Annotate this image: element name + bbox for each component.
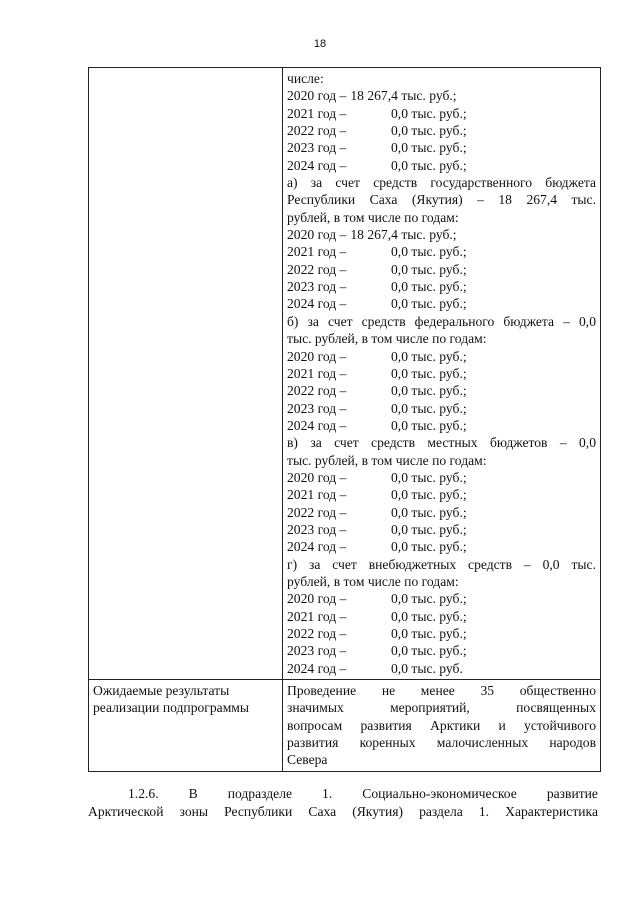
table-row-results <box>89 680 601 772</box>
year-label: 2022 год – <box>287 261 347 277</box>
year-amount-line <box>287 87 596 104</box>
section-b-line: тыс. рублей, в том числе по годам: <box>287 331 487 347</box>
year-label: 2021 год – <box>287 365 347 381</box>
section-g-years <box>287 590 596 677</box>
year-label: 2020 год – <box>287 227 347 243</box>
amount-value: 0,0 тыс. руб.; <box>391 244 467 260</box>
footer-word: 1. <box>478 804 490 819</box>
amount-value: 0,0 тыс. руб.; <box>391 383 467 399</box>
year-amount-line <box>287 139 596 156</box>
amount-value: 0,0 тыс. руб.; <box>391 643 467 659</box>
year-amount-line <box>287 243 596 260</box>
year-amount-line <box>287 538 596 555</box>
financing-label <box>89 68 282 72</box>
footer-word: 1.2.6. <box>128 786 159 801</box>
section-g <box>287 556 596 677</box>
year-label: 2022 год – <box>287 626 347 641</box>
results-line: развития коренных малочисленных народов <box>287 735 596 751</box>
year-label: 2024 год – <box>287 296 347 312</box>
footer-paragraph <box>88 785 598 821</box>
year-label: 2021 год – <box>287 487 347 503</box>
year-label: 2024 год – <box>287 660 347 676</box>
year-amount-line <box>287 122 596 139</box>
results-label-line: реализации подпрограммы <box>93 700 250 716</box>
footer-word: Республики <box>224 804 293 819</box>
section-a-line: а) за счет средств государственного бюджета <box>287 175 596 191</box>
amount-value: 0,0 тыс. руб.; <box>391 521 467 537</box>
year-label: 2023 год – <box>287 643 347 659</box>
amount-value: 0,0 тыс. руб.; <box>391 157 467 173</box>
year-amount-line <box>287 261 596 278</box>
year-label: 2024 год – <box>287 539 347 555</box>
footer-word: развитие <box>546 786 598 801</box>
amount-value: 0,0 тыс. руб.; <box>391 400 467 416</box>
year-amount-line <box>287 608 596 625</box>
year-label: 2023 год – <box>287 279 347 295</box>
financing-content <box>283 68 600 679</box>
year-amount-line <box>287 400 596 417</box>
section-a-line: рублей, в том числе по годам: <box>287 209 459 225</box>
amount-value: 0,0 тыс. руб.; <box>391 140 467 156</box>
footer-word: Характеристика <box>505 804 598 819</box>
section-v-line: в) за счет средств местных бюджетов – 0,0 <box>287 435 596 451</box>
footer-word: Саха <box>308 804 337 819</box>
amount-value: 0,0 тыс. руб.; <box>391 539 467 555</box>
year-label: 2022 год – <box>287 123 347 139</box>
amount-value: 18 267,4 тыс. руб.; <box>350 88 457 104</box>
footer-line-1 <box>88 785 598 803</box>
financing-value-cell <box>283 68 601 680</box>
year-amount-line <box>287 504 596 521</box>
year-amount-line <box>287 625 596 642</box>
amount-value: 0,0 тыс. руб.; <box>391 469 467 485</box>
amount-value: 0,0 тыс. руб.; <box>391 105 467 121</box>
section-v-years <box>287 469 596 556</box>
amount-value: 0,0 тыс. руб.; <box>391 296 467 312</box>
amount-value: 0,0 тыс. руб.; <box>391 504 467 520</box>
footer-word: В <box>188 786 198 801</box>
amount-value: 0,0 тыс. руб.; <box>391 417 467 433</box>
page-number: 18 <box>313 38 327 50</box>
year-amount-line <box>287 417 596 434</box>
results-line: Проведение не менее 35 общественно <box>287 683 596 699</box>
section-b-line: б) за счет средств федерального бюджета – 0,0 <box>287 313 596 329</box>
amount-value: 0,0 тыс. руб.; <box>391 591 467 607</box>
section-a <box>287 174 596 313</box>
year-label: 2021 год – <box>287 105 347 121</box>
results-line: вопросам развития Арктики и устойчивого <box>287 717 596 733</box>
footer-word: Социально-экономическое <box>362 786 517 801</box>
results-label-cell <box>89 680 283 772</box>
section-b <box>287 313 596 434</box>
footer-line-2 <box>88 803 598 821</box>
amount-value: 0,0 тыс. руб.; <box>391 365 467 381</box>
footer-word: зоны <box>179 804 209 819</box>
year-label: 2024 год – <box>287 157 347 173</box>
year-label: 2022 год – <box>287 504 347 520</box>
amount-value: 0,0 тыс. руб.; <box>391 348 467 364</box>
amount-value: 0,0 тыс. руб.; <box>391 261 467 277</box>
amount-value: 0,0 тыс. руб.; <box>391 626 467 641</box>
section-b-years <box>287 348 596 435</box>
results-line: Севера <box>287 752 328 768</box>
results-label <box>89 680 282 719</box>
year-amount-line <box>287 590 596 607</box>
results-value-cell <box>283 680 601 772</box>
year-label: 2020 год – <box>287 348 347 364</box>
year-label: 2023 год – <box>287 400 347 416</box>
year-label: 2020 год – <box>287 469 347 485</box>
section-g-line: рублей, в том числе по годам: <box>287 573 459 589</box>
amount-value: 0,0 тыс. руб. <box>391 660 463 676</box>
footer-word: (Якутия) <box>352 804 404 819</box>
amount-value: 0,0 тыс. руб.; <box>391 487 467 503</box>
year-amount-line <box>287 157 596 174</box>
year-amount-line <box>287 521 596 538</box>
year-label: 2023 год – <box>287 140 347 156</box>
year-amount-line <box>287 382 596 399</box>
year-label: 2020 год – <box>287 88 347 104</box>
footer-word: 1. <box>322 786 333 801</box>
financing-label-cell <box>89 68 283 680</box>
amount-value: 0,0 тыс. руб.; <box>391 608 467 624</box>
section-g-line: г) за счет внебюджетных средств – 0,0 тыс. <box>287 556 596 572</box>
year-label: 2021 год – <box>287 608 347 624</box>
amount-value: 0,0 тыс. руб.; <box>391 123 467 139</box>
results-line: значимых мероприятий, посвященных <box>287 700 596 716</box>
year-amount-line <box>287 295 596 312</box>
year-amount-line <box>287 486 596 503</box>
results-label-line: Ожидаемые результаты <box>93 683 230 699</box>
footer-word: Арктической <box>88 804 164 819</box>
section-v-line: тыс. рублей, в том числе по годам: <box>287 452 487 468</box>
year-amount-line <box>287 348 596 365</box>
amount-value: 18 267,4 тыс. руб.; <box>350 227 457 243</box>
total-years-block <box>287 87 596 174</box>
section-a-line: Республики Саха (Якутия) – 18 267,4 тыс. <box>287 192 596 208</box>
year-amount-line <box>287 469 596 486</box>
section-a-years <box>287 226 596 313</box>
year-amount-line <box>287 226 596 243</box>
year-amount-line <box>287 105 596 122</box>
year-amount-line <box>287 642 596 659</box>
year-label: 2020 год – <box>287 591 347 607</box>
year-amount-line <box>287 278 596 295</box>
financing-intro: числе: <box>287 71 324 86</box>
year-label: 2021 год – <box>287 244 347 260</box>
footer-word: раздела <box>419 804 463 819</box>
year-label: 2022 год – <box>287 383 347 399</box>
year-label: 2024 год – <box>287 417 347 433</box>
year-label: 2023 год – <box>287 521 347 537</box>
results-value <box>283 680 600 771</box>
table-row-financing <box>89 68 601 680</box>
passport-table <box>88 67 601 772</box>
section-v <box>287 434 596 555</box>
footer-word: подразделе <box>227 786 293 801</box>
year-amount-line <box>287 365 596 382</box>
year-amount-line <box>287 660 596 677</box>
amount-value: 0,0 тыс. руб.; <box>391 279 467 295</box>
